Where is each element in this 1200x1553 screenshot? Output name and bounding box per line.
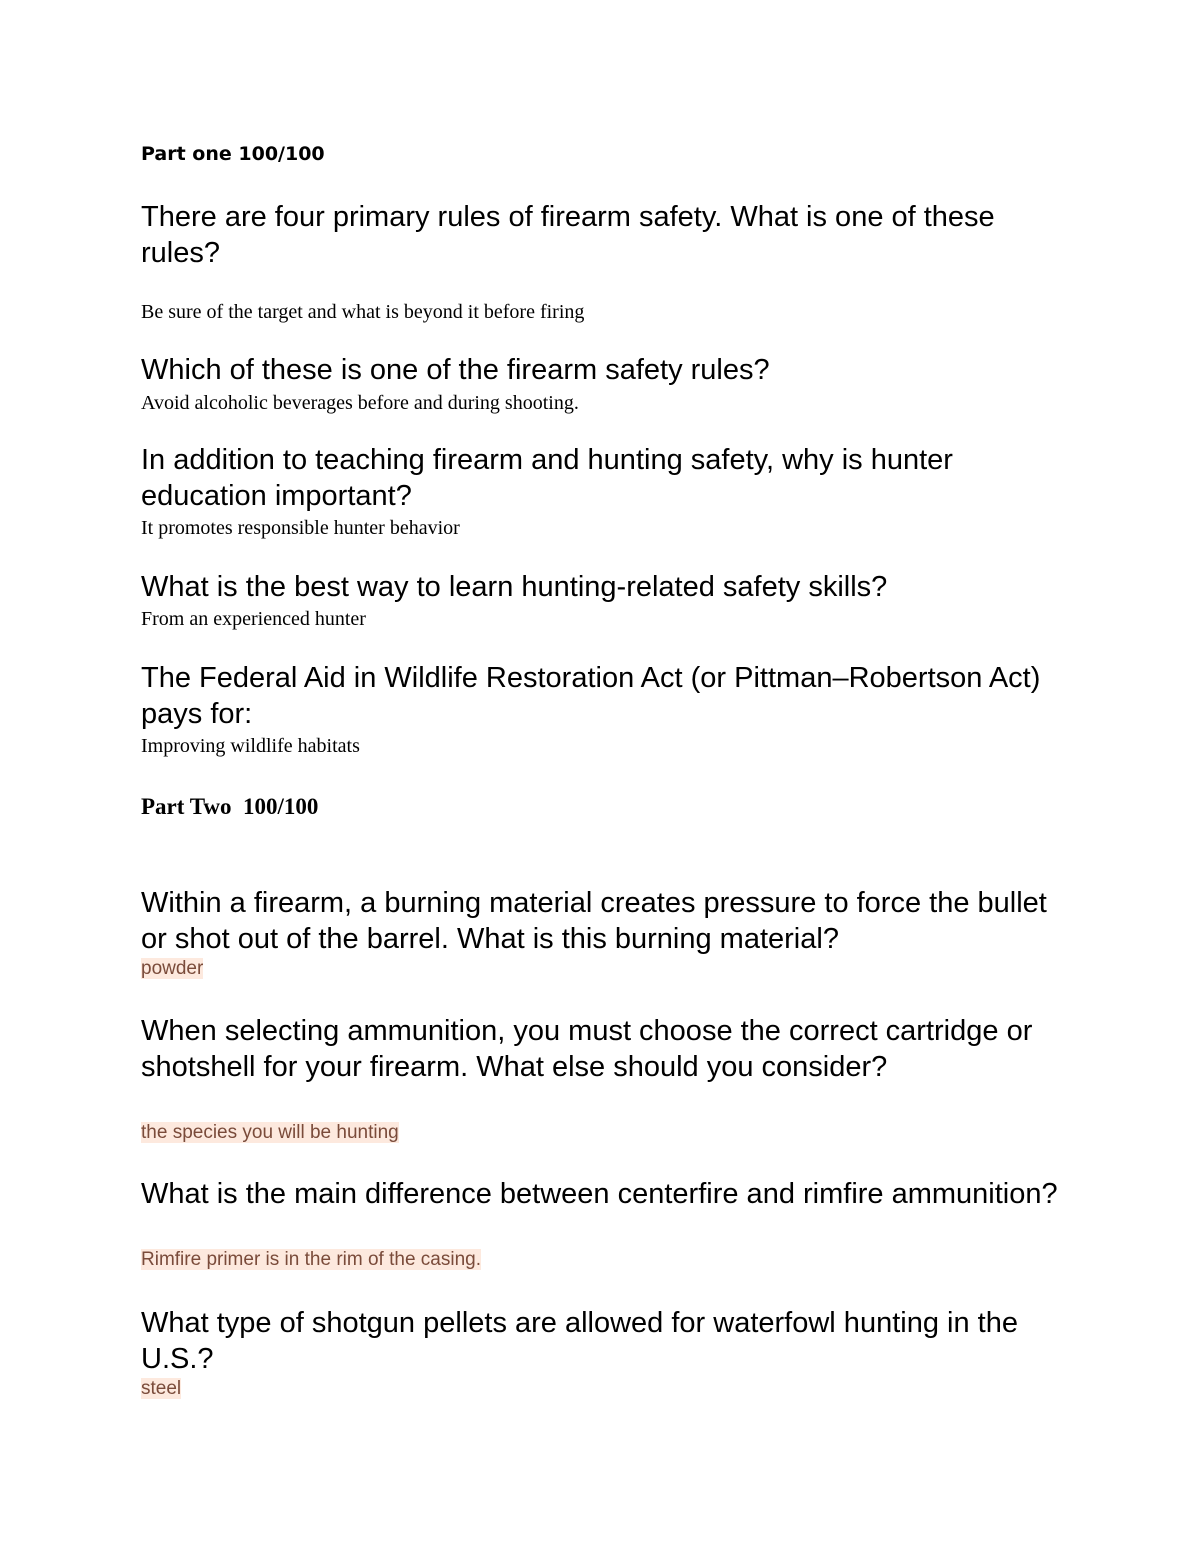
question-1-1: There are four primary rules of firearm safety. What is one of these rules? [141, 201, 995, 269]
part-one-heading: Part one 100/100 [141, 143, 325, 165]
question-2-4: What type of shotgun pellets are allowed for waterfowl hunting in the U.S.? [141, 1307, 1018, 1375]
answer-1-5: Improving wildlife habitats [141, 735, 360, 757]
answer-2-3 [141, 1248, 481, 1272]
answer-2-2 [141, 1121, 399, 1145]
question-1-4: What is the best way to learn hunting-related safety skills? [141, 571, 888, 603]
question-2-2: When selecting ammunition, you must choose the correct cartridge or shotshell for your firearm. What else should you consider? [141, 1015, 1033, 1083]
answer-2-3-text: Rimfire primer is in the rim of the casing. [141, 1249, 481, 1270]
question-2-3: What is the main difference between centerfire and rimfire ammunition? [141, 1178, 1058, 1210]
question-1-2: Which of these is one of the firearm safety rules? [141, 354, 770, 386]
question-1-3: In addition to teaching firearm and hunting safety, why is hunter education important? [141, 444, 953, 512]
answer-1-4: From an experienced hunter [141, 608, 366, 630]
question-2-1: Within a firearm, a burning material creates pressure to force the bullet or shot out of the barrel. What is this burning material? [141, 887, 1047, 955]
answer-2-1 [141, 957, 203, 981]
answer-2-1-text: powder [141, 958, 204, 979]
answer-2-4-text: steel [141, 1378, 182, 1399]
answer-2-4 [141, 1377, 181, 1401]
answer-1-3: It promotes responsible hunter behavior [141, 517, 460, 539]
part-two-heading: Part Two 100/100 [141, 794, 319, 819]
question-1-5: The Federal Aid in Wildlife Restoration Act (or Pittman–Robertson Act) pays for: [141, 662, 1041, 730]
answer-1-1: Be sure of the target and what is beyond it before firing [141, 301, 585, 323]
answer-2-2-text: the species you will be hunting [141, 1122, 399, 1143]
answer-1-2: Avoid alcoholic beverages before and during shooting. [141, 392, 579, 414]
